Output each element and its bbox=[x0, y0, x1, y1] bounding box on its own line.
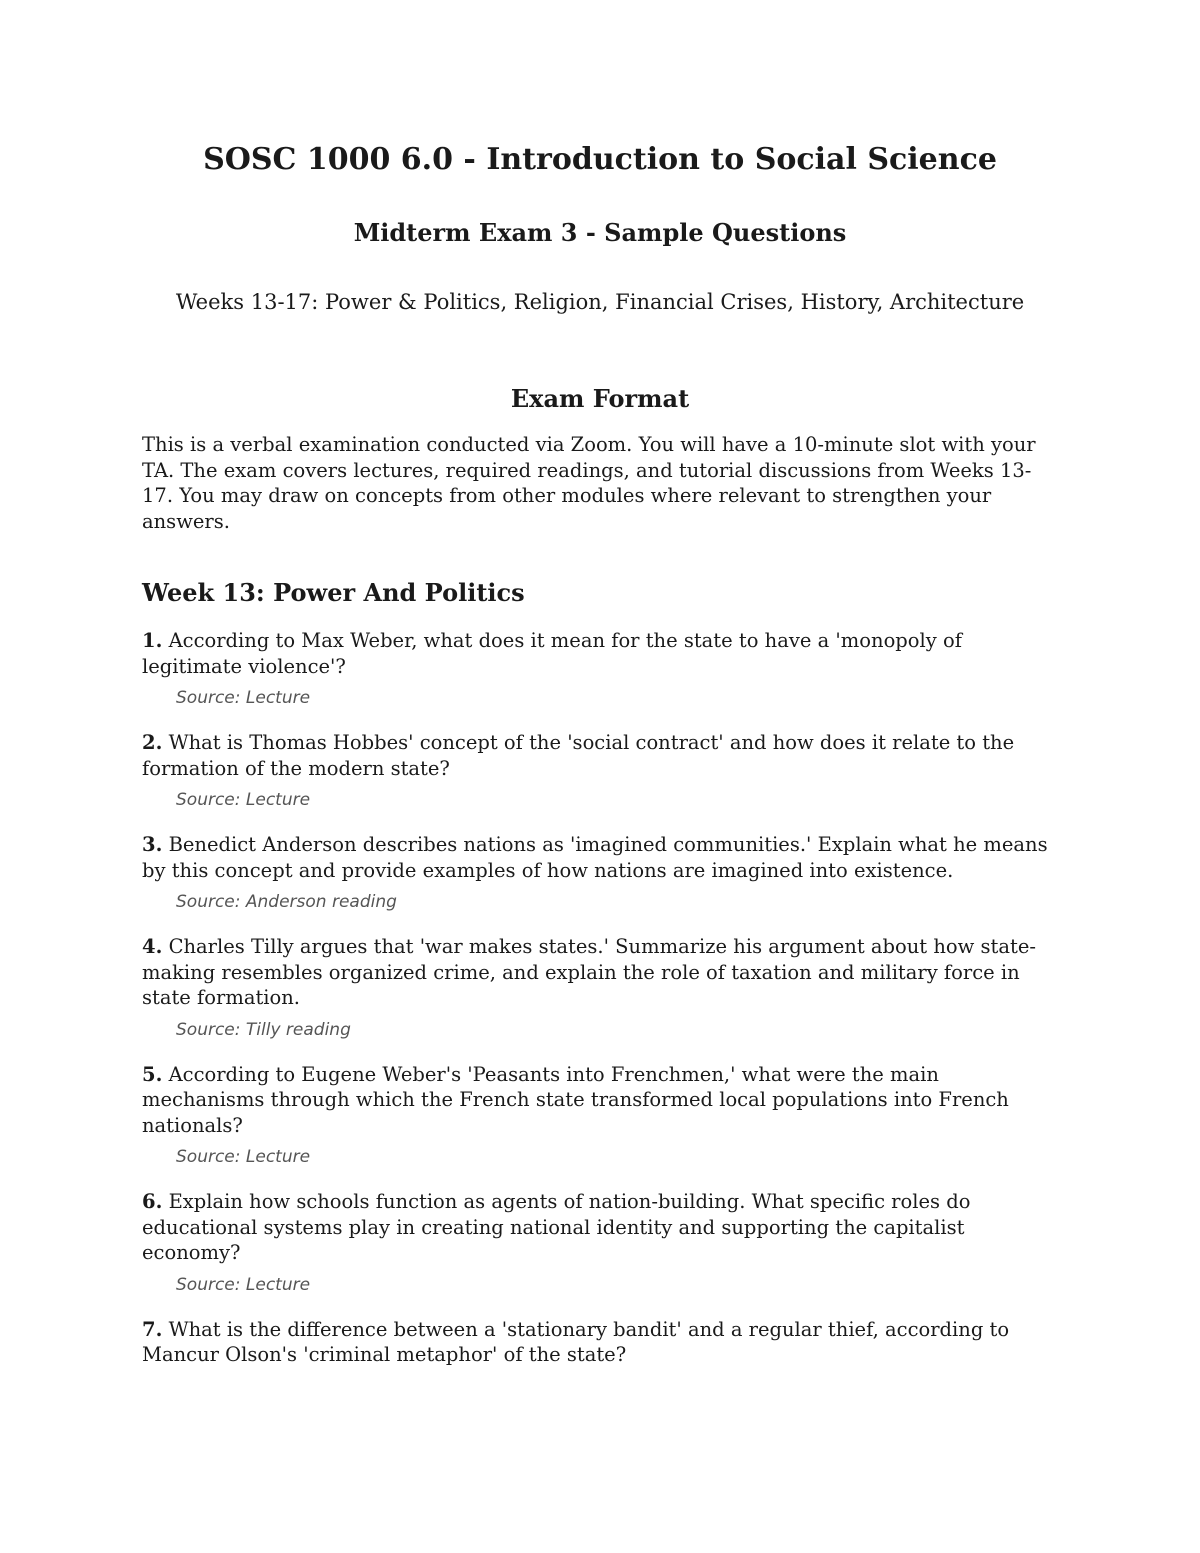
question-text: Charles Tilly argues that 'war makes states.' Summarize his argument about how state-making resembles organized crime, and explain the role of taxation and military force in state formation. bbox=[142, 935, 1036, 1009]
question-source: Source: Lecture bbox=[176, 1274, 311, 1295]
question-text: What is the difference between a 'stationary bandit' and a regular thief, according to Mancur Olson's 'criminal metaphor' of the state? bbox=[142, 1317, 1010, 1366]
question-source: Source: Lecture bbox=[176, 1147, 311, 1167]
document-title: SOSC 1000 6.0 - Introduction to Social Science bbox=[203, 142, 997, 177]
question-item bbox=[142, 1189, 1058, 1296]
question-item bbox=[142, 730, 1058, 811]
question-source: Source: Lecture bbox=[176, 790, 311, 810]
question-text: According to Eugene Weber's 'Peasants into Frenchmen,' what were the main mechanisms through which the French state transformed local populations into French nationals? bbox=[142, 1062, 1009, 1137]
exam-format-body: This is a verbal examination conducted via Zoom. You will have a 10-minute slot with your TA. The exam covers lectures, required readings, and tutorial discussions from Weeks 13-17. You may draw on concepts from other modules where relevant to strengthen your answers. bbox=[142, 433, 1036, 533]
weeks-covered: Weeks 13-17: Power & Politics, Religion, Financial Crises, History, Architecture bbox=[175, 290, 1025, 314]
question-source: Source: Anderson reading bbox=[176, 892, 397, 912]
question-source: Source: Tilly reading bbox=[176, 1019, 351, 1040]
question-item bbox=[142, 1317, 1058, 1368]
question-number: 6. bbox=[142, 1190, 163, 1213]
question-number: 3. bbox=[142, 833, 163, 856]
question-number: 7. bbox=[142, 1317, 163, 1341]
question-list bbox=[142, 628, 1058, 1389]
question-item bbox=[142, 1062, 1058, 1169]
question-number: 4. bbox=[142, 935, 163, 958]
exam-format-heading: Exam Format bbox=[510, 384, 690, 413]
week-13-heading: Week 13: Power And Politics bbox=[142, 578, 525, 607]
question-source: Source: Lecture bbox=[176, 688, 311, 708]
document-subtitle: Midterm Exam 3 - Sample Questions bbox=[353, 218, 847, 247]
question-text: According to Max Weber, what does it mean for the state to have a 'monopoly of legitimate violence'? bbox=[142, 629, 962, 678]
question-number: 5. bbox=[142, 1062, 163, 1086]
question-text: Benedict Anderson describes nations as 'imagined communities.' Explain what he means by this concept and provide examples of how nations are imagined into existence. bbox=[142, 833, 1048, 882]
question-text: What is Thomas Hobbes' concept of the 'social contract' and how does it relate to the formation of the modern state? bbox=[142, 731, 1015, 780]
question-item bbox=[142, 832, 1058, 913]
question-item bbox=[142, 628, 1058, 709]
question-text: Explain how schools function as agents of nation-building. What specific roles do educational systems play in creating national identity and supporting the capitalist economy? bbox=[142, 1190, 971, 1264]
question-number: 2. bbox=[142, 731, 163, 754]
question-item bbox=[142, 934, 1058, 1041]
question-number: 1. bbox=[142, 629, 163, 652]
